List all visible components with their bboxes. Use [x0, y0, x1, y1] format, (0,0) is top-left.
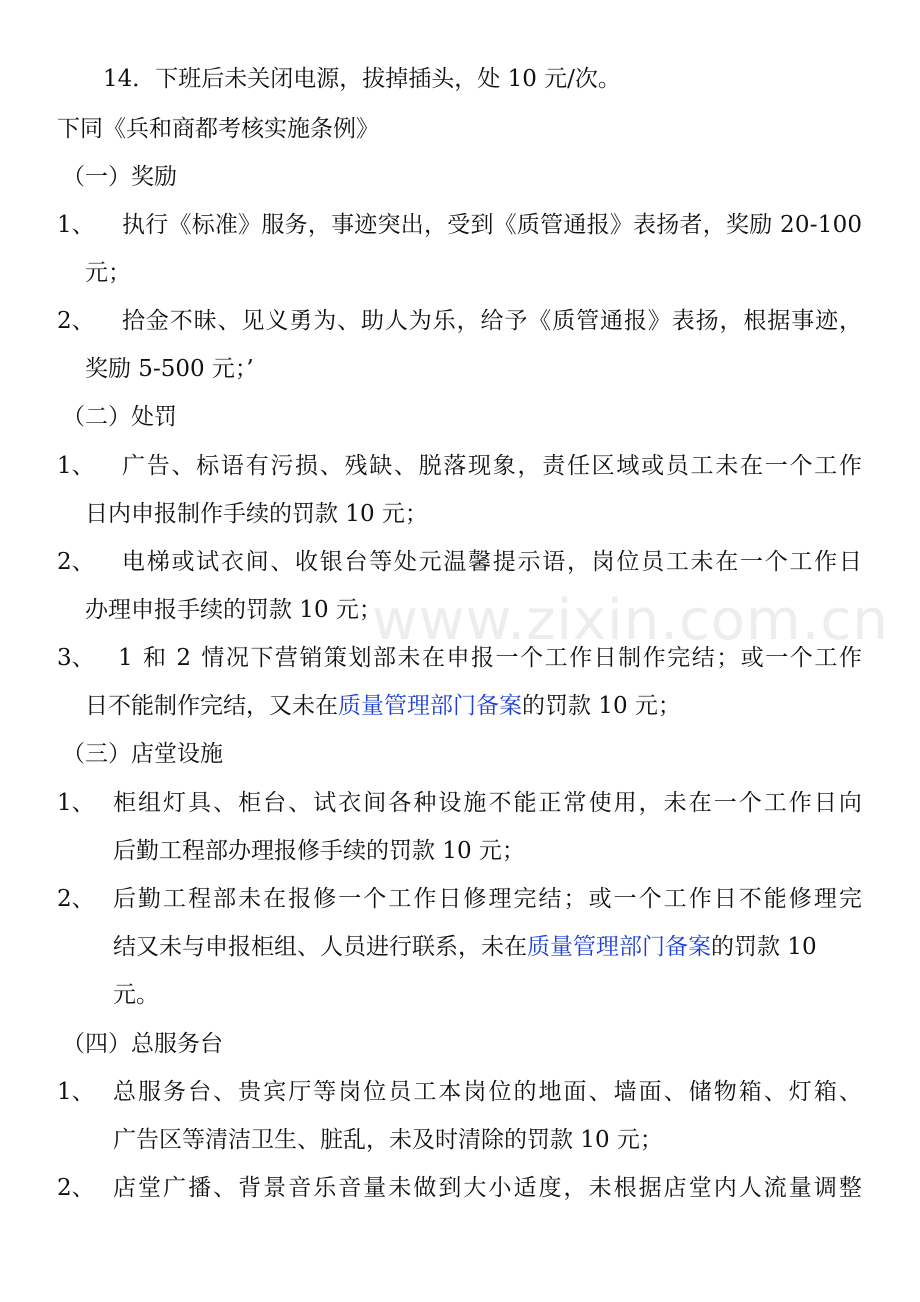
- item-number: 2、: [57, 886, 95, 912]
- item-14-text: 14．下班后未关闭电源，拔掉插头，处 10 元/次。: [103, 66, 621, 92]
- item-number: 2、: [57, 308, 95, 334]
- item-text: 电梯或试衣间、收银台等处元温馨提示语，岗位员工未在一个工作日: [122, 549, 864, 575]
- section-heading: （三）店堂设施: [62, 741, 223, 767]
- item-text-pre: 结又未与申报柜组、人员进行联系，未在: [113, 934, 527, 960]
- item-text: 后勤工程部办理报修手续的罚款 10 元；: [113, 838, 525, 864]
- item-text-with-link: [85, 691, 681, 721]
- quality-dept-filing-link[interactable]: 质量管理部门备案: [527, 934, 711, 960]
- item-text: 执行《标准》服务，事迹突出，受到《质管通报》表扬者，奖励 20-100: [122, 212, 863, 238]
- item-text: 总服务台、贵宾厅等岗位员工本岗位的地面、墙面、储物箱、灯箱、: [113, 1079, 864, 1105]
- item-number: 1、: [57, 212, 95, 238]
- section-heading: （四）总服务台: [62, 1031, 223, 1057]
- item-text-post: 的罚款 10: [711, 934, 817, 960]
- item-text: 1 和 2 情况下营销策划部未在申报一个工作日制作完结；或一个工作: [118, 645, 864, 671]
- item-text: 拾金不昧、见义勇为、助人为乐，给予《质管通报》表扬，根据事迹，: [122, 308, 863, 334]
- item-text: 广告区等清洁卫生、脏乱，未及时清除的罚款 10 元；: [113, 1127, 663, 1153]
- item-number: 1、: [57, 453, 95, 479]
- section-heading: （一）奖励: [62, 164, 177, 190]
- item-text: 广告、标语有污损、残缺、脱落现象，责任区域或员工未在一个工作: [122, 453, 864, 479]
- subtitle: 下同《兵和商都考核实施条例》: [57, 116, 379, 142]
- item-text: 奖励 5-500 元；’: [85, 356, 254, 382]
- item-text: 元；: [85, 260, 131, 286]
- item-text: 店堂广播、背景音乐音量未做到大小适度，未根据店堂内人流量调整: [113, 1175, 864, 1201]
- item-text: 后勤工程部未在报修一个工作日修理完结；或一个工作日不能修理完: [113, 886, 864, 912]
- item-number: 2、: [57, 549, 95, 575]
- item-text: 元。: [113, 982, 159, 1008]
- watermark: www.zixin.com.cn: [372, 588, 889, 653]
- quality-dept-filing-link[interactable]: 质量管理部门备案: [338, 693, 522, 719]
- item-text-with-link: [113, 932, 817, 962]
- item-text: 日内申报制作手续的罚款 10 元；: [85, 501, 428, 527]
- section-heading: （二）处罚: [62, 404, 177, 430]
- item-number: 1、: [57, 790, 95, 816]
- item-number: 3、: [57, 645, 95, 671]
- item-text: 柜组灯具、柜台、试衣间各种设施不能正常使用，未在一个工作日向: [113, 790, 864, 816]
- item-number: 1、: [57, 1079, 95, 1105]
- item-text-post: 的罚款 10 元；: [522, 693, 681, 719]
- item-number: 2、: [57, 1175, 95, 1201]
- item-text-pre: 日不能制作完结，又未在: [85, 693, 338, 719]
- item-text: 办理申报手续的罚款 10 元；: [85, 597, 382, 623]
